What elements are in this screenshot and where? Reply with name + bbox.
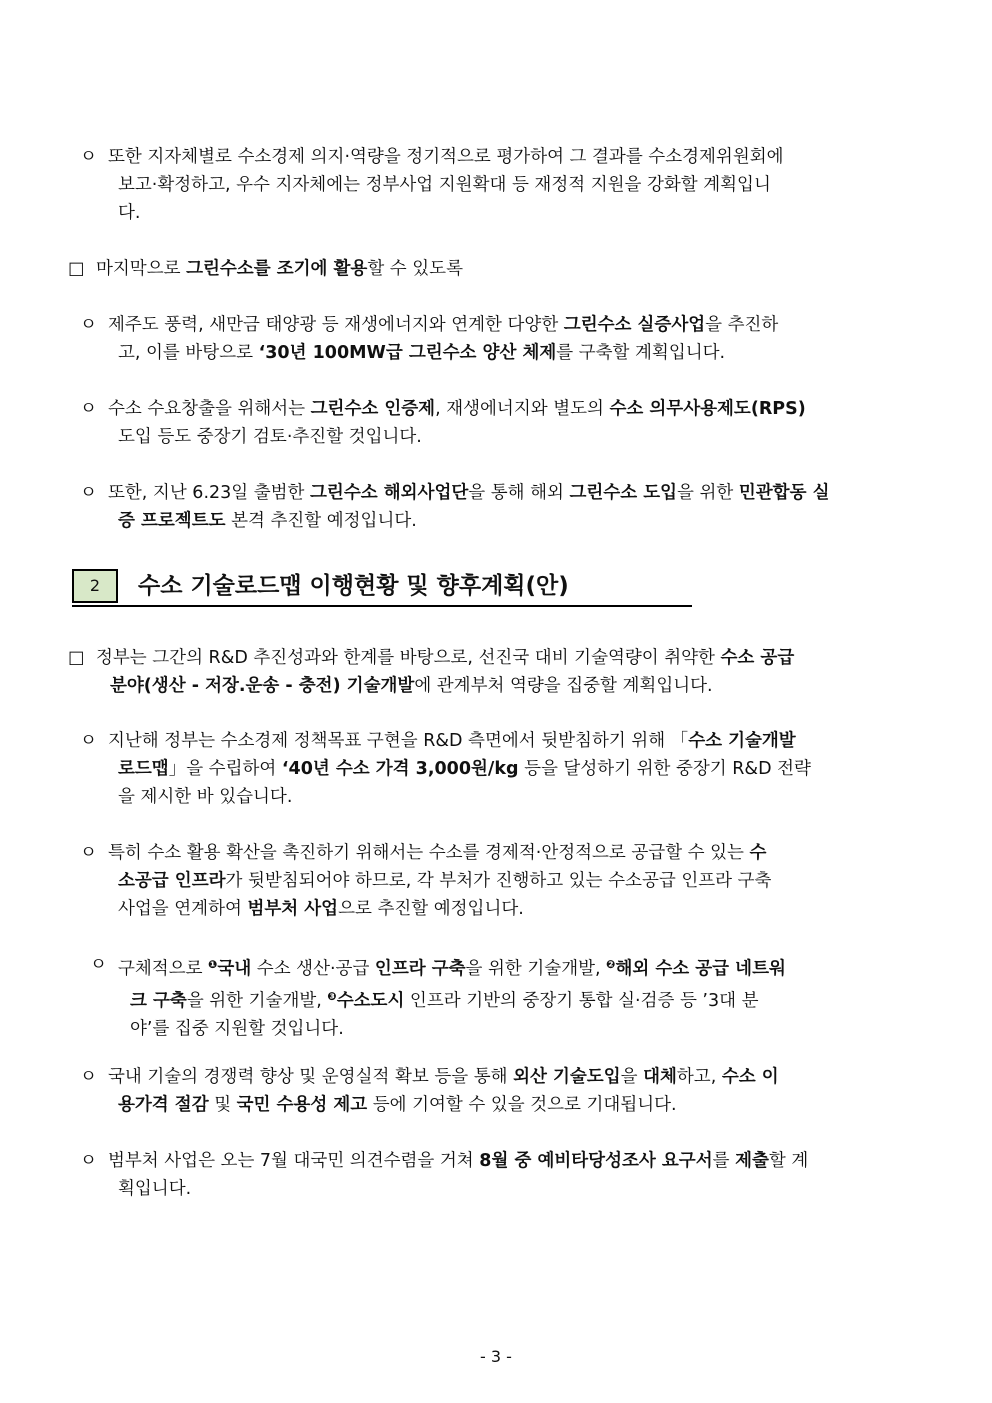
bold-run: 제출 — [735, 1151, 769, 1171]
text-run: 등을 달성하기 위한 중장기 R&D 전략 — [518, 759, 811, 779]
text-line: 또한 지자체별로 수소경제 의지·역량을 정기적으로 평가하여 그 결과를 수소경제위원회에 — [108, 147, 784, 167]
text-run: 정부는 그간의 R&D 추진성과와 한계를 바탕으로, 선진국 대비 기술역량이 취약한 — [96, 648, 721, 668]
bold-run: 해외 수소 공급 네트워 — [615, 959, 786, 979]
bold-run: 수소 기술개발 — [688, 731, 796, 751]
number-marker-2: ❷ — [606, 958, 616, 971]
text-run: 을 — [620, 1067, 644, 1087]
bold-run: 수소 의무사용제도(RPS) — [609, 399, 806, 419]
bold-run: 증 프로젝트도 — [118, 511, 226, 531]
bullet-square: □ — [68, 259, 85, 279]
text-run: 범부처 사업은 오는 7월 대국민 의견수렴을 거쳐 — [108, 1151, 480, 1171]
text-run: 특히 수소 활용 확산을 촉진하기 위해서는 수소를 경제적·안정적으로 공급할 수 있는 — [108, 843, 750, 863]
bold-run: 국내 — [217, 959, 252, 979]
bullet-circle: ㅇ — [80, 399, 97, 419]
bold-run: 수소도시 — [336, 991, 405, 1011]
text-run: 마지막으로 — [96, 259, 187, 279]
text-run: 으로 추진할 예정입니다. — [338, 899, 524, 919]
text-run: 할 계 — [768, 1151, 809, 1171]
bold-run: 범부처 사업 — [247, 899, 339, 919]
section-number: 2 — [72, 569, 118, 603]
text-run: 에 관계부처 역량을 집중할 계획입니다. — [414, 676, 713, 696]
bullet-circle: ㅇ — [90, 955, 107, 975]
text-run: 을 위한 기술개발, — [186, 991, 328, 1011]
text-run: 구체적으로 — [118, 959, 209, 979]
text-run: 등에 기여할 수 있을 것으로 기대됩니다. — [367, 1095, 677, 1115]
bullet-circle: ㅇ — [80, 1067, 97, 1087]
text-line: 보고·확정하고, 우수 지자체에는 정부사업 지원확대 등 재정적 지원을 강화할 계획입니 — [118, 175, 771, 195]
text-line: 획입니다. — [118, 1179, 192, 1199]
bullet-circle: ㅇ — [80, 483, 97, 503]
bold-run: 외산 기술도입 — [513, 1067, 621, 1087]
page-number: - 3 - — [480, 1347, 512, 1366]
bold-run: 인프라 구축 — [374, 959, 466, 979]
bold-run: 그린수소 인증제 — [310, 399, 436, 419]
text-run: 을 추진하 — [705, 315, 779, 335]
text-run: 를 — [712, 1151, 736, 1171]
number-marker-1: ❶ — [208, 958, 218, 971]
section-title: 수소 기술로드맵 이행현황 및 향후계획(안) — [138, 573, 569, 599]
text-line: 야’를 집중 지원할 것입니다. — [130, 1019, 344, 1039]
text-line: 을 제시한 바 있습니다. — [118, 787, 293, 807]
text-run: 본격 추진할 예정입니다. — [225, 511, 417, 531]
bold-run: 대체 — [643, 1067, 677, 1087]
bullet-circle: ㅇ — [80, 1151, 97, 1171]
text-run: 을 위한 — [677, 483, 739, 503]
text-line: 다. — [118, 203, 141, 223]
bold-run: 크 구축 — [130, 991, 187, 1011]
text-run: 을 위한 기술개발, — [465, 959, 607, 979]
bold-run: 용가격 절감 — [118, 1095, 209, 1115]
bold-run: ‘30년 100MW급 그린수소 양산 체제 — [258, 343, 557, 363]
text-run: 수소 수요창출을 위해서는 — [108, 399, 311, 419]
text-run: 수소 생산·공급 — [251, 959, 375, 979]
bold-run: 수소 공급 — [720, 648, 795, 668]
bold-run: ‘40년 수소 가격 3,000원/kg — [281, 759, 519, 779]
text-run: 를 구축할 계획입니다. — [556, 343, 726, 363]
bold-run: 8월 중 예비타당성조사 요구서 — [479, 1151, 713, 1171]
text-run: 및 — [208, 1095, 237, 1115]
text-line: 도입 등도 중장기 검토·추진할 것입니다. — [118, 427, 422, 447]
text-run: 」을 수립하여 — [168, 759, 282, 779]
text-run: 지난해 정부는 수소경제 정책목표 구현을 R&D 측면에서 뒷받침하기 위해 「 — [108, 731, 689, 751]
bullet-circle: ㅇ — [80, 731, 97, 751]
bold-run: 민관합동 실 — [738, 483, 830, 503]
bullet-square: □ — [68, 648, 85, 668]
text-run: 국내 기술의 경쟁력 향상 및 운영실적 확보 등을 통해 — [108, 1067, 514, 1087]
number-marker-3: ❸ — [327, 990, 337, 1003]
text-run: 제주도 풍력, 새만금 태양광 등 재생에너지와 연계한 다양한 — [108, 315, 564, 335]
bold-run: 국민 수용성 제고 — [236, 1095, 368, 1115]
text-run: 인프라 기반의 중장기 통합 실·검증 등 ’3대 분 — [404, 991, 759, 1011]
text-run: 을 통해 해외 — [468, 483, 570, 503]
bold-run: 그린수소 실증사업 — [563, 315, 706, 335]
text-run: 하고, — [676, 1067, 722, 1087]
bold-run: 수 — [749, 843, 767, 863]
bold-run: 로드맵 — [118, 759, 169, 779]
bullet-circle: ㅇ — [80, 843, 97, 863]
text-run: 가 뒷받침되어야 하므로, 각 부처가 진행하고 있는 수소공급 인프라 구축 — [225, 871, 772, 891]
text-run: 사업을 연계하여 — [118, 899, 248, 919]
bullet-circle: ㅇ — [80, 147, 97, 167]
bold-run: 그린수소 해외사업단 — [310, 483, 469, 503]
bold-run: 수소 이 — [721, 1067, 779, 1087]
paragraph-local-evaluation — [0, 143, 992, 227]
text-run: 고, 이를 바탕으로 — [118, 343, 259, 363]
bold-run: 그린수소 도입 — [569, 483, 678, 503]
bold-run: 그린수소를 조기에 활용 — [186, 259, 368, 279]
bold-run: 소공급 인프라 — [118, 871, 226, 891]
bold-run: 분야(생산 - 저장.운송 - 충전) 기술개발 — [110, 676, 415, 696]
text-run: 또한, 지난 6.23일 출범한 — [108, 483, 311, 503]
bullet-circle: ㅇ — [80, 315, 97, 335]
text-run: , 재생에너지와 별도의 — [435, 399, 610, 419]
text-run: 할 수 있도록 — [367, 259, 463, 279]
section-heading — [72, 569, 692, 607]
